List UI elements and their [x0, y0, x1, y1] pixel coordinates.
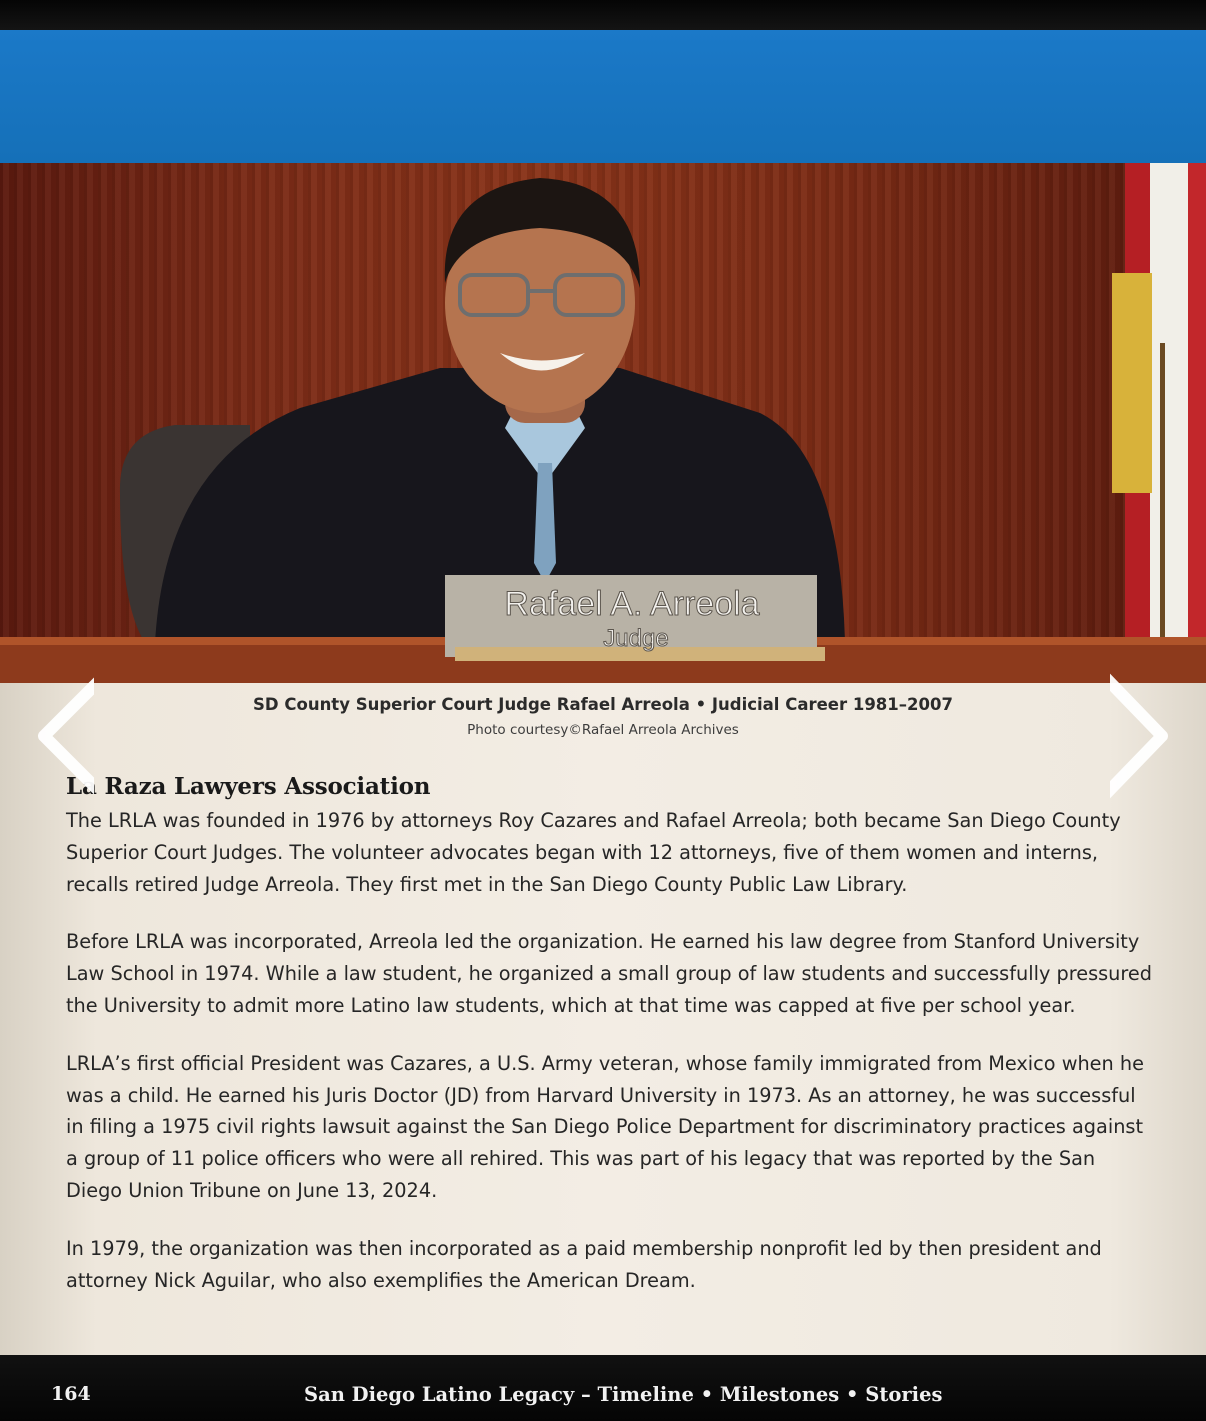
- top-bar: [0, 0, 1206, 30]
- page-footer: [0, 1355, 1206, 1421]
- next-page-button[interactable]: [1110, 668, 1170, 808]
- judge-photo: [0, 163, 1206, 683]
- article-paragraph: The LRLA was founded in 1976 by attorneys Roy Cazares and Rafael Arreola; both became San Diego County Superior Court Judges. The volunteer advocates began with 12 attorneys, five of them women and interns, recalls retired Judge Arreola. They first met in the San Diego County Public Law Library.: [66, 809, 1121, 896]
- chevron-left-icon: [34, 668, 94, 808]
- photo-credit: Photo courtesy©Rafael Arreola Archives: [467, 722, 739, 738]
- article-body: [66, 805, 1156, 1322]
- photo-caption: SD County Superior Court Judge Rafael Arreola • Judicial Career 1981–2007: [253, 695, 953, 714]
- previous-page-button[interactable]: [34, 668, 94, 808]
- nameplate-name: Rafael A. Arreola: [504, 585, 760, 623]
- nameplate-title: Judge: [603, 625, 669, 652]
- article-paragraph: LRLA’s first official President was Cazares, a U.S. Army veteran, whose family immigrated from Mexico when he was a child. He earned his Juris Doctor (JD) from Harvard University in 1973. As an attorney, he was successful in filing a 1975 civil rights lawsuit against the San Diego Police Department for discriminatory practices against a group of 11 police officers who were all rehired. This was part of his legacy that was reported by the San Diego Union Tribune on June 13, 2024.: [66, 1051, 1144, 1202]
- page-number: 164: [51, 1383, 91, 1405]
- article-paragraph: Before LRLA was incorporated, Arreola led the organization. He earned his law degree from Stanford University Law School in 1974. While a law student, he organized a small group of law students and successfully pressured the University to admit more Latino law students, which at that time was capped at five per school year.: [66, 930, 1153, 1017]
- footer-title: San Diego Latino Legacy – Timeline • Milestones • Stories: [304, 1383, 943, 1406]
- article-paragraph: In 1979, the organization was then incorporated as a paid membership nonprofit led by then president and attorney Nick Aguilar, who also exemplifies the American Dream.: [66, 1236, 1102, 1292]
- page-content: [0, 683, 1206, 1355]
- header-band: [0, 30, 1206, 163]
- photo-illustration: [0, 163, 1206, 683]
- chevron-right-icon: [1110, 668, 1170, 808]
- nameplate: [445, 575, 825, 661]
- article-heading: La Raza Lawyers Association: [66, 773, 431, 800]
